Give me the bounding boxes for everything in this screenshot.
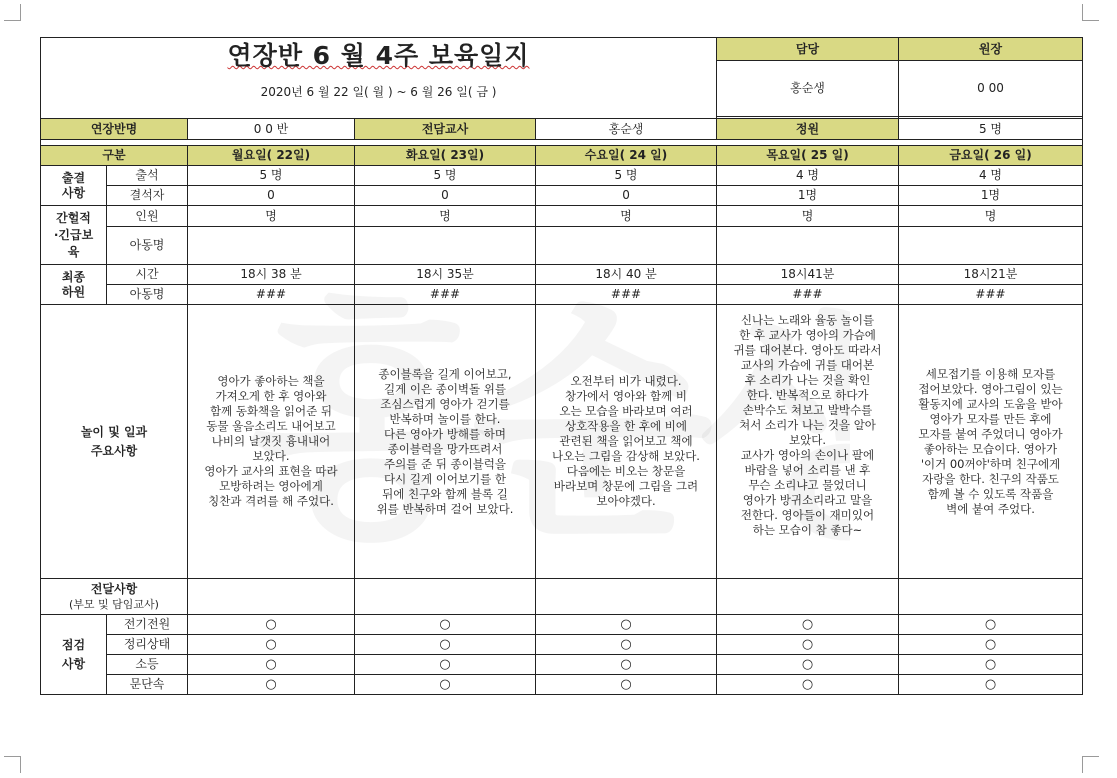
check-mark: ○ — [717, 615, 899, 635]
crop-mark-top-left — [4, 4, 21, 21]
present-label: 출석 — [107, 166, 188, 186]
pickup-child: ### — [355, 285, 536, 305]
check-mark: ○ — [717, 675, 899, 695]
check-mark: ○ — [355, 655, 536, 675]
headcount-value: 명 — [899, 206, 1083, 227]
check-mark: ○ — [188, 655, 355, 675]
capacity-value: 5 명 — [899, 119, 1083, 140]
pickup-child: ### — [188, 285, 355, 305]
notice-entry — [536, 579, 717, 615]
check-mark: ○ — [536, 615, 717, 635]
check-mark: ○ — [899, 615, 1083, 635]
play-entry: 영아가 좋아하는 책을 가져오게 한 후 영아와 함께 동화책을 읽어준 뒤 동물 울음소리도 내어보고 나비의 날갯짓 흉내내어 보았다. 영아가 교사의 표현을 따라 모방하려는 영아에게 칭찬과 격려를 해 주었다. — [188, 305, 355, 579]
headcount-value: 명 — [717, 206, 899, 227]
category-header: 구분 — [41, 146, 188, 166]
notice-sublabel: (부모 및 담임교사) — [69, 597, 159, 611]
present-count: 4 명 — [717, 166, 899, 186]
notice-label-cell — [41, 579, 188, 615]
child-names-label: 아동명 — [107, 227, 188, 265]
play-entry: 종이블록을 길게 이어보고, 길게 이은 종이벽돌 위를 조심스럽게 영아가 걷기를 반복하며 놀이를 한다. 다른 영아가 방해를 하며 종이블럭을 망가뜨려서 주의를 준 뒤 종이블럭을 다시 길게 이어보기를 한 뒤에 친구와 함께 블록 길 위를 반복하며 걸어 보았다. — [355, 305, 536, 579]
pickup-child: ### — [899, 285, 1083, 305]
present-count: 5 명 — [355, 166, 536, 186]
pickup-time: 18시 35분 — [355, 265, 536, 285]
approval-value-1: 홍순생 — [717, 61, 899, 117]
check-item-name: 문단속 — [107, 675, 188, 695]
notice-entry — [899, 579, 1083, 615]
check-mark: ○ — [355, 635, 536, 655]
check-mark: ○ — [899, 655, 1083, 675]
date-range: 2020년 6 월 22 일( 월 ) ~ 6 월 26 일( 금 ) — [260, 85, 497, 99]
headcount-label: 인원 — [107, 206, 188, 227]
check-item-name: 전기전원 — [107, 615, 188, 635]
headcount-value: 명 — [536, 206, 717, 227]
day-header: 수요일( 24 일) — [536, 146, 717, 166]
child-names-value — [536, 227, 717, 265]
pickup-time: 18시21분 — [899, 265, 1083, 285]
class-name-label: 연장반명 — [41, 119, 188, 140]
crop-mark-bottom-right — [1082, 756, 1099, 773]
pickup-child: ### — [717, 285, 899, 305]
approval-label-2: 원장 — [899, 38, 1083, 61]
absent-count: 0 — [355, 186, 536, 206]
child-names-value — [188, 227, 355, 265]
child-names-value — [717, 227, 899, 265]
day-header: 목요일( 25 일) — [717, 146, 899, 166]
absent-count: 1명 — [899, 186, 1083, 206]
present-count: 4 명 — [899, 166, 1083, 186]
pickup-time: 18시 38 분 — [188, 265, 355, 285]
day-header: 화요일( 23일) — [355, 146, 536, 166]
crop-mark-bottom-left — [4, 756, 21, 773]
notice-label: 전달사항 — [90, 581, 138, 596]
pickup-time: 18시41분 — [717, 265, 899, 285]
approval-label-1: 담당 — [717, 38, 899, 61]
page-title — [43, 41, 714, 70]
check-mark: ○ — [899, 635, 1083, 655]
teacher-label: 전담교사 — [355, 119, 536, 140]
child-names-value — [355, 227, 536, 265]
absent-count: 0 — [536, 186, 717, 206]
title-text: 연장반 6 월 4주 보육일지 — [227, 41, 530, 70]
pickup-child: ### — [536, 285, 717, 305]
title-block — [41, 38, 717, 119]
check-mark: ○ — [536, 675, 717, 695]
check-mark: ○ — [899, 675, 1083, 695]
check-mark: ○ — [536, 655, 717, 675]
pickup-child-label: 아동명 — [107, 285, 188, 305]
daycare-log-table — [40, 37, 1083, 695]
check-mark: ○ — [188, 615, 355, 635]
pickup-time: 18시 40 분 — [536, 265, 717, 285]
child-names-value — [899, 227, 1083, 265]
present-count: 5 명 — [536, 166, 717, 186]
pickup-time-label: 시간 — [107, 265, 188, 285]
check-mark: ○ — [536, 635, 717, 655]
crop-mark-top-right — [1082, 4, 1099, 21]
checks-label: 점검 사항 — [41, 615, 107, 695]
check-item-name: 정리상태 — [107, 635, 188, 655]
play-entry: 오전부터 비가 내렸다. 창가에서 영아와 함께 비 오는 모습을 바라보며 여러 상호작용을 한 후에 비에 관련된 책을 읽어보고 책에 나오는 그림을 감상해 보았다. 다음에는 비오는 창문을 바라보며 창문에 그림을 그려 보아야겠다. — [536, 305, 717, 579]
notice-entry — [188, 579, 355, 615]
teacher-value: 홍순생 — [536, 119, 717, 140]
check-mark: ○ — [188, 635, 355, 655]
play-entry: 세모접기를 이용해 모자를 접어보았다. 영아그림이 있는 활동지에 교사의 도움을 받아 영아가 모자를 만든 후에 모자를 붙여 주었더니 영아가 좋아하는 모습이다. 영아가 '이거 00꺼야'하며 친구에게 자랑을 한다. 친구의 작품도 함께 볼 수 있도록 작품을 벽에 붙여 주었다. — [899, 305, 1083, 579]
class-name-value: 0 0 반 — [188, 119, 355, 140]
attendance-label: 출결 사항 — [41, 166, 107, 206]
absent-label: 결석자 — [107, 186, 188, 206]
check-mark: ○ — [717, 655, 899, 675]
capacity-label: 정원 — [717, 119, 899, 140]
check-mark: ○ — [717, 635, 899, 655]
play-entry: 신나는 노래와 율동 놀이를 한 후 교사가 영아의 가슴에 귀를 대어본다. 영아도 따라서 교사의 가슴에 귀를 대어본 후 소리가 나는 것을 확인 한다. 반복적으로 하다가 손박수도 쳐보고 발박수를 쳐서 소리가 나는 것을 알아 보았다. 교사가 영아의 손이나 팔에 바람을 넣어 소리를 낸 후 무슨 소리냐고 물었더니 영아가 방귀소리라고 말을 전한다. 영아들이 재미있어 하는 모습이 참 좋다~ — [717, 305, 899, 579]
notice-entry — [355, 579, 536, 615]
check-item-name: 소등 — [107, 655, 188, 675]
approval-value-2: 0 00 — [899, 61, 1083, 117]
check-mark: ○ — [188, 675, 355, 695]
present-count: 5 명 — [188, 166, 355, 186]
headcount-value: 명 — [188, 206, 355, 227]
absent-count: 0 — [188, 186, 355, 206]
play-activities-label: 놀이 및 일과 주요사항 — [41, 305, 188, 579]
check-mark: ○ — [355, 675, 536, 695]
intermittent-care-label: 간헐적 ·긴급보 육 — [41, 206, 107, 265]
absent-count: 1명 — [717, 186, 899, 206]
headcount-value: 명 — [355, 206, 536, 227]
day-header: 금요일( 26 일) — [899, 146, 1083, 166]
check-mark: ○ — [355, 615, 536, 635]
notice-entry — [717, 579, 899, 615]
final-pickup-label: 최종 하원 — [41, 265, 107, 305]
day-header: 월요일( 22일) — [188, 146, 355, 166]
